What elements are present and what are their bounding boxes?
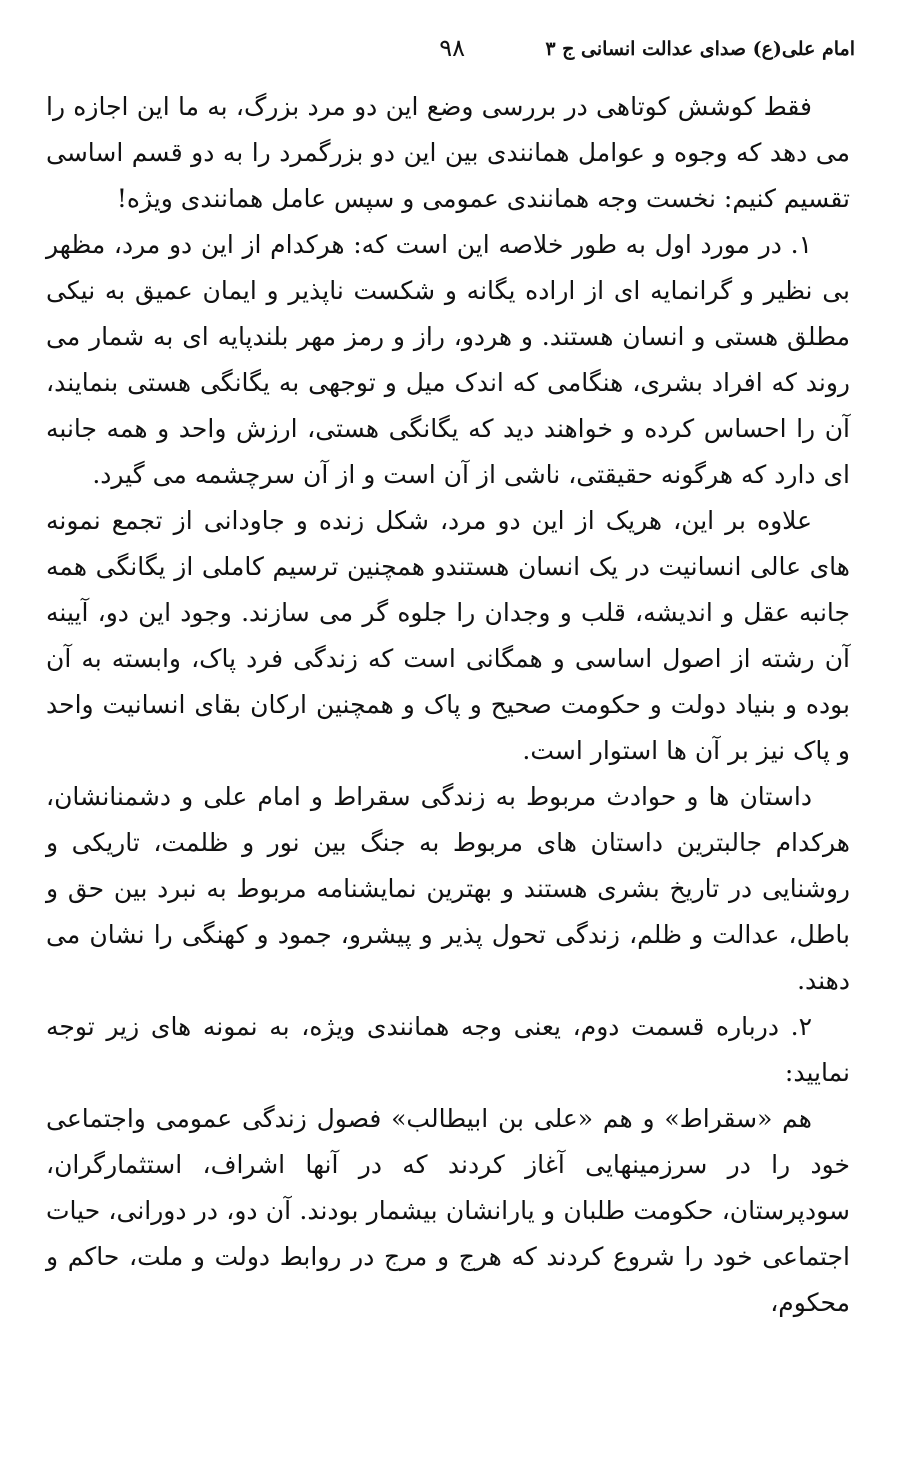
paragraph-4: داستان ها و حوادث مربوط به زندگی سقراط و امام علی و دشمنانشان، هرکدام جالبترین داستان های مربوط به جنگ بین نور و ظلمت، تاریکی و روشنایی در تاریخ بشری هستند و بهترین نمایشنامه مربوط به نبرد بین حق و باطل، عدالت و ظلم، زندگی تحول پذیر و پیشرو، جمود و کهنگی را نشان می دهند. — [46, 782, 850, 995]
running-header — [40, 34, 855, 70]
paragraph-1: فقط کوشش کوتاهی در بررسی وضع این دو مرد بزرگ، به ما این اجازه را می دهد که وجوه و عوامل همانندی بین این دو بزرگمرد را به دو قسم اساسی تقسیم کنیم: نخست وجه همانندی عمومی و سپس عامل همانندی ویژه! — [46, 92, 850, 213]
paragraph-6: هم «سقراط» و هم «علی بن ابیطالب» فصول زندگی عمومی واجتماعی خود را در سرزمینهایی آغاز کردند که در آنها اشراف، استثمارگران، سودپرستان، حکومت طلبان و یارانشان بیشمار بودند. آن دو، در دورانی، حیات اجتماعی خود را شروع کردند که هرج و مرج در روابط دولت و ملت، حاکم و محکوم، — [46, 1104, 850, 1317]
paragraph-2: ١. در مورد اول به طور خلاصه این است که: هرکدام از این دو مرد، مظهر بی نظیر و گرانمایه ای از اراده یگانه و شکست ناپذیر و ایمان عمیق به نیکی مطلق هستی و انسان هستند. و هردو، راز و رمز مهر بلندپایه ای به شمار می روند که افراد بشری، هنگامی که اندک میل و توجهی به یگانگی هستی بنمایند، آن را احساس کرده و خواهند دید که یگانگی هستی، ارزش واحد و همه جانبه ای دارد که هرگونه حقیقتی، ناشی از آن است و از آن سرچشمه می گیرد. — [46, 230, 850, 489]
page-number: ٩٨ — [439, 34, 465, 62]
text-body — [46, 84, 850, 1326]
paragraph-3: علاوه بر این، هریک از این دو مرد، شکل زنده و جاودانی از تجمع نمونه های عالی انسانیت در یک انسان هستندو همچنین ترسیم کاملی از یگانگی همه جانبه عقل و اندیشه، قلب و وجدان را جلوه گر می سازند. وجود این دو، آیینه آن رشته از اصول اساسی و همگانی است که زندگی فرد پاک، وابسته به آن بوده و بنیاد دولت و حکومت صحیح و پاک و همچنین ارکان بقای انسانیت واحد و پاک نیز بر آن ها استوار است. — [46, 506, 850, 765]
paragraph-5: ٢. درباره قسمت دوم، یعنی وجه همانندی ویژه، به نمونه های زیر توجه نمایید: — [46, 1012, 850, 1087]
book-title-header: امام علی(ع) صدای عدالت انسانی ج ٣ — [545, 38, 855, 60]
